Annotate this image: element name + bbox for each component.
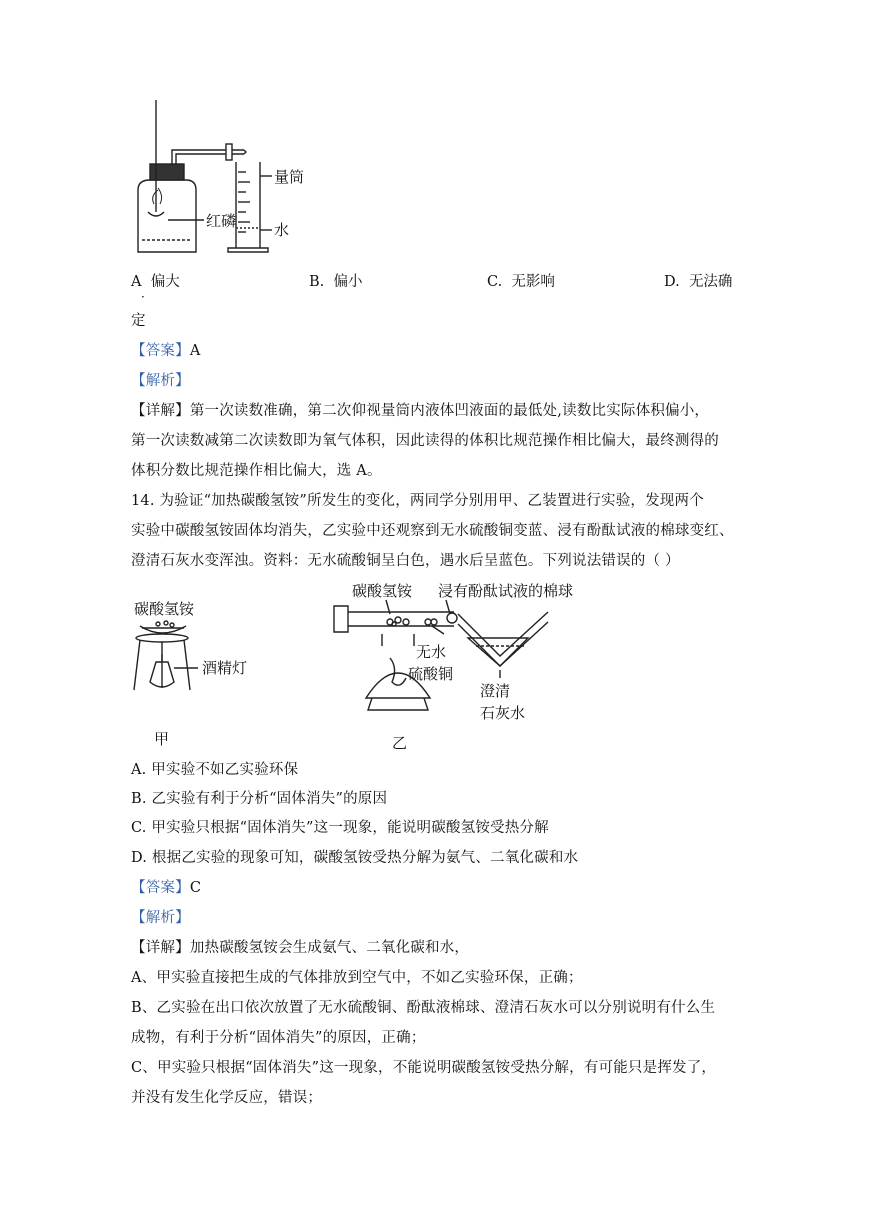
q14-detail-line-2: A、甲实验直接把生成的气体排放到空气中，不如乙实验环保，正确；	[131, 970, 583, 986]
yi-label-cuso4-2: 硫酸铜	[408, 665, 454, 683]
yi-caption: 乙	[392, 734, 408, 752]
q14-option-c: C. 甲实验只根据“固体消失”这一现象，能说明碳酸氢铵受热分解	[131, 820, 549, 836]
dot-mark: ·	[141, 290, 145, 304]
figure-phosphorus-apparatus	[128, 100, 328, 262]
q13-option-b: B. 偏小	[309, 274, 363, 290]
q13-detail-line-2: 第一次读数减第二次读数即为氧气体积，因此读得的体积比规范操作相比偏大，最终测得的	[131, 433, 719, 449]
q14-option-a: A. 甲实验不如乙实验环保	[131, 762, 299, 778]
q14-detail-line-4: 成物，有利于分析“固体消失”的原因，正确；	[131, 1030, 426, 1046]
q14-stem-line-1: 14. 为验证“加热碳酸氢铵”所发生的变化，两同学分别用甲、乙装置进行实验，发现两个	[131, 493, 704, 509]
q14-detail-line-3: B、乙实验在出口依次放置了无水硫酸铜、酚酞液棉球、澄清石灰水可以分别说明有什么生	[131, 1000, 716, 1016]
yi-label-lime-2: 石灰水	[480, 704, 526, 722]
q13-detail-line-3: 体积分数比规范操作相比偏大，选 A。	[131, 463, 382, 479]
q14-option-d: D. 根据乙实验的现象可知，碳酸氢铵受热分解为氨气、二氧化碳和水	[131, 850, 579, 866]
yi-label-reagent: 碳酸氢铵	[352, 582, 413, 600]
q14-option-b: B. 乙实验有利于分析“固体消失”的原因	[131, 791, 388, 807]
figure-heating-apparatus	[128, 578, 598, 753]
q13-answer: 【答案】A	[131, 343, 201, 359]
label-phosphorus: 红磷	[206, 212, 237, 230]
q13-option-a: A 偏大	[131, 274, 180, 290]
yi-label-cuso4-1: 无水	[416, 643, 447, 661]
yi-label-lime-1: 澄清	[480, 682, 511, 700]
q14-analysis-tag: 【解析】	[131, 910, 190, 926]
q14-answer: 【答案】C	[131, 880, 202, 896]
q13-detail-line-1: 【详解】第一次读数准确，第二次仰视量筒内液体凹液面的最低处,读数比实际体积偏小，	[131, 403, 710, 419]
q14-detail-line-5: C、甲实验只根据“固体消失”这一现象，不能说明碳酸氢铵受热分解，有可能只是挥发了，	[131, 1060, 717, 1076]
q13-option-d-cont: 定	[131, 313, 146, 329]
q14-detail-line-1: 【详解】加热碳酸氢铵会生成氨气、二氧化碳和水，	[131, 940, 470, 956]
q14-detail-line-6: 并没有发生化学反应，错误；	[131, 1090, 323, 1106]
label-water: 水	[274, 221, 290, 239]
q14-stem-line-2: 实验中碳酸氢铵固体均消失，乙实验中还观察到无水硫酸铜变蓝、浸有酚酞试液的棉球变红、	[131, 523, 734, 539]
jia-label-lamp: 酒精灯	[202, 659, 248, 677]
yi-label-cotton: 浸有酚酞试液的棉球	[438, 582, 574, 600]
label-cylinder: 量筒	[274, 168, 305, 186]
q13-option-c: C. 无影响	[487, 274, 555, 290]
q14-stem-line-3: 澄清石灰水变浑浊。资料：无水硫酸铜呈白色，遇水后呈蓝色。下列说法错误的（ ）	[131, 553, 680, 569]
jia-label-reagent: 碳酸氢铵	[134, 600, 195, 618]
q13-option-d: D. 无法确	[664, 274, 733, 290]
jia-caption: 甲	[154, 730, 170, 748]
q13-analysis-tag: 【解析】	[131, 373, 190, 389]
